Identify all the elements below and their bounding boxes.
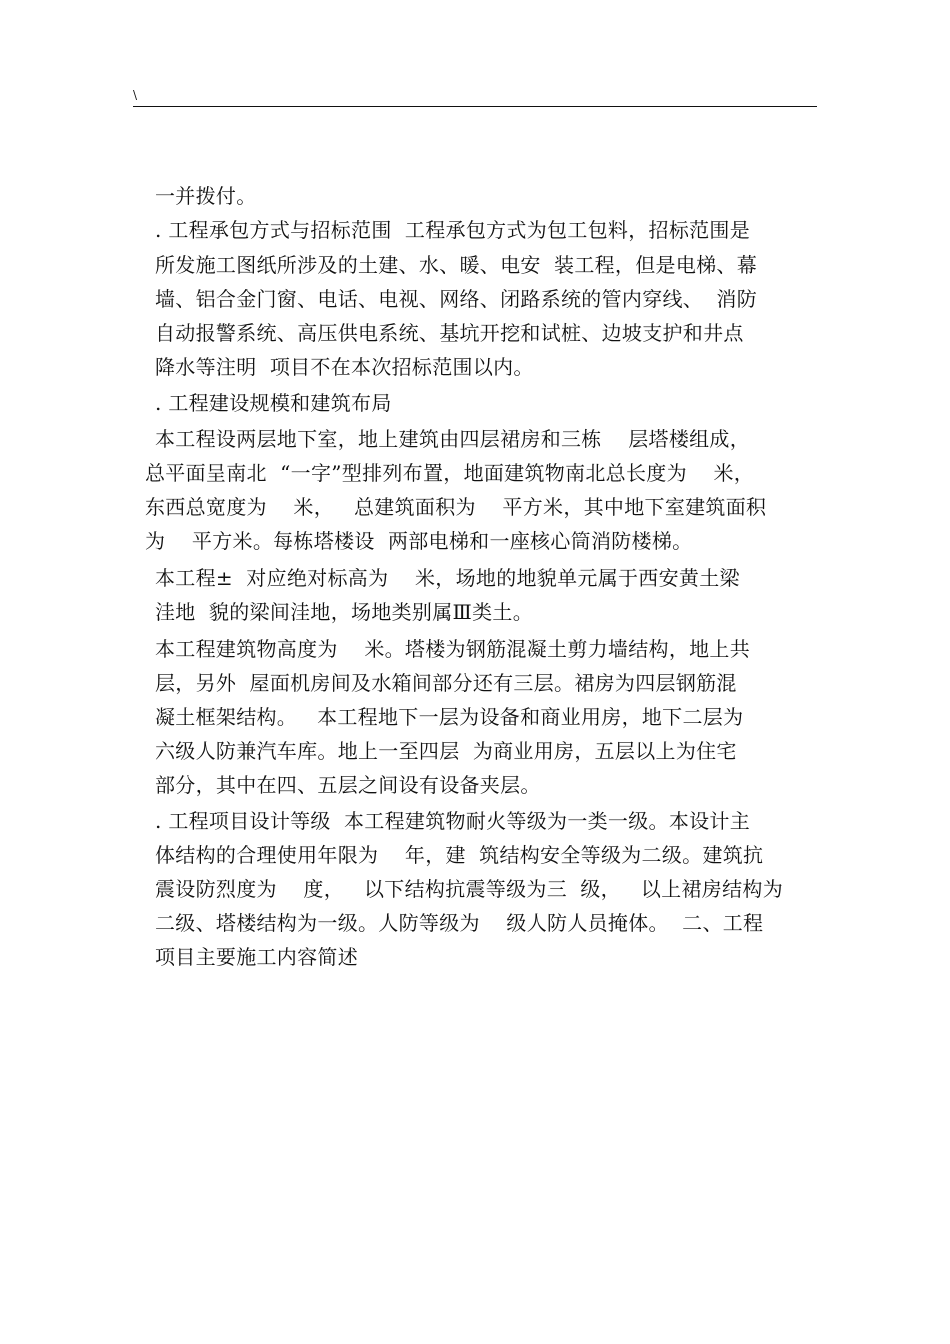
text-line: 六级人防兼汽车库。地上一至四层 为商业用房，五层以上为住宅 (155, 739, 737, 763)
text-line: 本工程± 对应绝对标高为 米，场地的地貌单元属于西安黄土梁 (155, 566, 740, 590)
text-line: 洼地 貌的梁间洼地，场地类别属Ⅲ类土。 (155, 600, 534, 624)
text-line: 项目主要施工内容简述 (155, 945, 358, 969)
text-line: 震设防烈度为 度， 以下结构抗震等级为三 级， 以上裙房结构为 (155, 877, 783, 901)
text-line: 本工程设两层地下室，地上建筑由四层裙房和三栋 层塔楼组成， (155, 427, 751, 451)
text-line: 自动报警系统、高压供电系统、基坑开挖和试桩、边坡支护和井点 (155, 321, 744, 345)
page-header-rule (133, 106, 817, 107)
text-line: . 工程建设规模和建筑布局 (155, 391, 392, 415)
text-line: 总平面呈南北 “一字”型排列布置，地面建筑物南北总长度为 米， (145, 461, 755, 485)
text-line: 所发施工图纸所涉及的土建、水、暖、电安 装工程，但是电梯、幕 (155, 253, 758, 277)
text-line: . 工程承包方式与招标范围 工程承包方式为包工包料，招标范围是 (155, 218, 751, 242)
text-line: 为 平方米。每栋塔楼设 两部电梯和一座核心筒消防楼梯。 (145, 529, 693, 553)
text-line: 凝土框架结构。 本工程地下一层为设备和商业用房，地下二层为 (155, 705, 744, 729)
text-line: 本工程建筑物高度为 米。塔楼为钢筋混凝土剪力墙结构，地上共 (155, 637, 751, 661)
text-line: . 工程项目设计等级 本工程建筑物耐火等级为一类一级。本设计主 (155, 809, 751, 833)
text-line: 层，另外 屋面机房间及水箱间部分还有三层。裙房为四层钢筋混 (155, 671, 737, 695)
text-line: 体结构的合理使用年限为 年，建 筑结构安全等级为二级。建筑抗 (155, 843, 764, 867)
text-line: 一并拨付。 (155, 184, 257, 208)
page-header-mark: \ (133, 88, 138, 102)
text-line: 降水等注明 项目不在本次招标范围以内。 (155, 355, 534, 379)
text-line: 二级、塔楼结构为一级。人防等级为 级人防人员掩体。 二、工程 (155, 911, 764, 935)
text-line: 墙、铝合金门窗、电话、电视、网络、闭路系统的管内穿线、 消防 (155, 287, 758, 311)
text-line: 东西总宽度为 米， 总建筑面积为 平方米，其中地下室建筑面积 (145, 495, 767, 519)
text-line: 部分，其中在四、五层之间设有设备夹层。 (155, 773, 541, 797)
